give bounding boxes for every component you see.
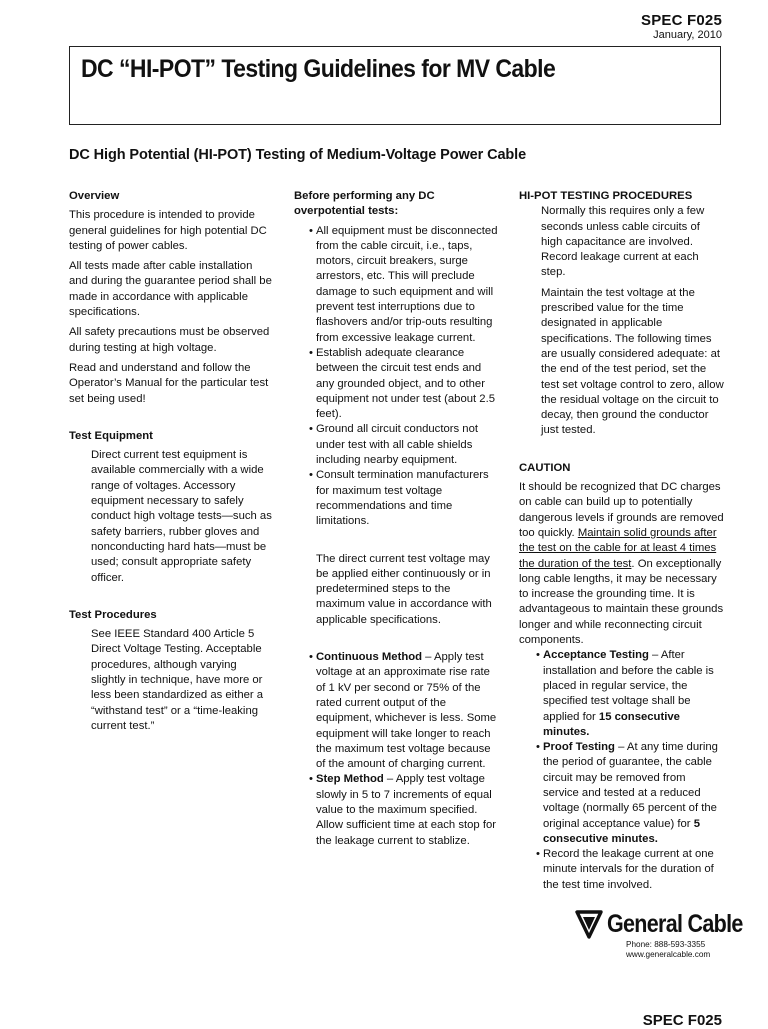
proof-testing-label: Proof Testing — [543, 741, 615, 754]
precaution-bullet: • Ground all circuit conductors not under test with all cable shields including nearby equipment. — [294, 422, 499, 468]
overview-heading: Overview — [69, 190, 120, 202]
step-method-text: – Apply test voltage slowly in 5 to 7 increments of equal value to the maximum specified. Allow sufficient time at each stop for the leakage current to stablize. — [316, 773, 496, 847]
test-equipment-text: Direct current test equipment is available commercially with a wide range of voltages. Accessory equipment necessary to safely conduct high voltage tests—such as safety barriers, rubber gloves and nonconducting hard hats—must be used; consult appropriate safety officer. — [91, 449, 272, 584]
document-title: DC “HI-POT” Testing Guidelines for MV Cable — [81, 55, 556, 83]
acceptance-testing-duration: 15 consecutive minutes. — [543, 710, 680, 738]
spec-header — [641, 12, 722, 42]
caution-text — [519, 480, 724, 648]
precaution-bullet: • All equipment must be disconnected from the cable circuit, i.e., taps, motors, circuit breakers, surge arrestors, etc. This will preclude damage to such equipment and will prevent test interruptions due to flashovers and/or trip-outs resulting from excessive leakage current. — [294, 224, 499, 346]
continuous-method-text: – Apply test voltage at an approximate rise rate of 1 kV per second or 75% of the rated current output of the equipment, whichever is less. Some equipment will take longer to reach the maximum test voltage because of the amount of charging current. — [316, 651, 497, 771]
proof-testing-item — [519, 740, 724, 847]
precaution-bullet: • Establish adequate clearance between the circuit test ends and any grounded object, and to other equipment not under test (about 2.5 feet). — [294, 346, 499, 422]
before-testing-heading: Before performing any DC overpotential tests: — [294, 190, 435, 218]
overview-paragraph: Read and understand and follow the Operator’s Manual for the particular test set being used! — [69, 361, 269, 405]
caution-underlined-text: Maintain solid grounds after the test on the cable for at least 4 times the duration of the test — [519, 526, 717, 570]
overview-paragraph: This procedure is intended to provide general guidelines for high potential DC testing of power cables. — [69, 209, 267, 252]
continuous-method-label: Continuous Method — [316, 651, 423, 664]
step-method-label: Step Method — [316, 773, 384, 786]
continuous-method-item — [294, 650, 499, 772]
overview-paragraph: All safety precautions must be observed during testing at high voltage. — [69, 326, 270, 354]
column-right — [519, 189, 724, 893]
spec-date: January, 2010 — [653, 29, 722, 41]
acceptance-testing-text: – After installation and before the cable is placed in regular service, the specified test voltage shall be applied for — [543, 649, 714, 723]
record-leakage-item: • Record the leakage current at one minute intervals for the duration of the test time involved. — [519, 847, 724, 893]
precaution-bullet: • Consult termination manufacturers for maximum test voltage recommendations and time limitations. — [294, 468, 499, 529]
general-cable-logo — [575, 909, 765, 939]
proof-testing-text: – At any time during the period of guarantee, the cable circuit may be removed from service and tested at a reduced voltage (normally 65 percent of the original acceptance value) for — [543, 741, 718, 830]
logo-wordmark: General Cable — [607, 909, 743, 938]
direct-current-text: The direct current test voltage may be applied either continuously or in predetermined steps to the maximum value in accordance with applicable specifications. — [316, 552, 492, 626]
proof-testing-duration: 5 consecutive minutes. — [543, 817, 701, 845]
column-left — [69, 189, 274, 734]
title-box — [69, 46, 721, 125]
acceptance-testing-item — [519, 648, 724, 740]
contact-info — [626, 940, 722, 960]
spec-code: SPEC F025 — [640, 12, 722, 29]
phone-number: Phone: 888-593-3355 — [626, 940, 706, 949]
caution-heading: CAUTION — [519, 461, 571, 474]
column-middle — [294, 189, 499, 849]
caution-text-part: It should be recognized that DC charges on cable can build up to potentially dangerous levels if grounds are removed too quickly. — [519, 481, 724, 539]
spec-footer-code: SPEC F025 — [642, 1012, 722, 1029]
test-procedures-heading: Test Procedures — [69, 608, 157, 621]
website-link[interactable]: www.generalcable.com — [626, 950, 711, 959]
hipot-procedures-paragraph: Normally this requires only a few seconds unless cable circuits of high capacitance are involved. Record leakage current at each step. — [541, 205, 705, 279]
document-subtitle: DC High Potential (HI-POT) Testing of Medium-Voltage Power Cable — [69, 147, 527, 163]
acceptance-testing-label: Acceptance Testing — [543, 649, 649, 662]
overview-paragraph: All tests made after cable installation and during the guarantee period shall be made in accordance with applicable specifications. — [69, 260, 272, 319]
test-procedures-text: See IEEE Standard 400 Article 5 Direct Voltage Testing. Acceptable procedures, although varying slightly in technique, have more or less been standardized as either a “withstand test” or a “time-leaking current test.” — [91, 628, 264, 732]
hipot-procedures-paragraph: Maintain the test voltage at the prescribed value for the time designated in applicable specifications. The following times are usually considered adequate: at the end of the test period, set the test set voltage control to zero, allow the residual voltage on the circuit to decay, then ground the conductor just tested. — [541, 286, 724, 437]
caution-text-part: . On exceptionally long cable lengths, it may be necessary to increase the grounding time. It is advantageous to maintain these grounds longer and while reconnecting circuit components. — [519, 557, 724, 647]
test-equipment-heading: Test Equipment — [69, 429, 153, 442]
general-cable-logo-icon — [575, 909, 603, 939]
step-method-item — [294, 772, 499, 848]
hipot-procedures-heading: HI-POT TESTING PROCEDURES — [519, 190, 693, 202]
